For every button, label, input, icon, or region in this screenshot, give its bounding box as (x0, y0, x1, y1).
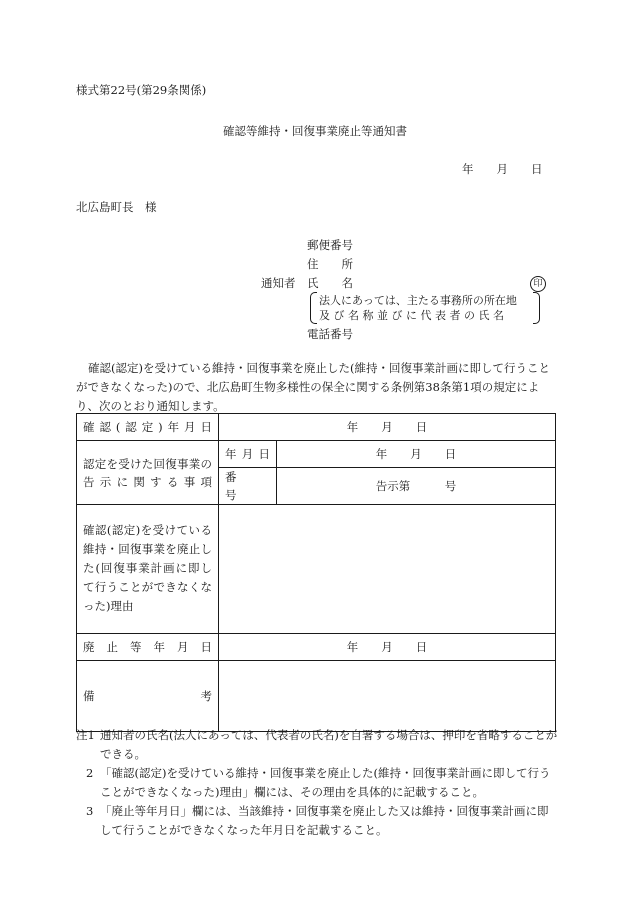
notification-table (76, 413, 556, 732)
remarks-value[interactable] (219, 661, 556, 732)
note-text: 通知者の氏名(法人にあっては、代表者の氏名)を自署する場合は、押印を省略することができる。 (100, 728, 558, 761)
note-text: 「確認(認定)を受けている維持・回復事業を廃止した(維持・回復事業計画に即して行うことができなくなった)理由」欄には、その理由を具体的に記載すること。 (100, 766, 551, 799)
notice-number-label: 番 号 (219, 468, 277, 505)
table-row (77, 441, 556, 468)
notice-date-label: 年月日 (219, 441, 277, 468)
notifier-label: 通知者 (261, 276, 296, 290)
notice-number-value[interactable]: 告示第 号 (277, 468, 556, 505)
abolish-date-label: 廃止等年月日 (77, 634, 219, 661)
note-item (76, 764, 558, 802)
intro-paragraph: 確認(認定)を受けている維持・回復事業を廃止した(維持・回復事業計画に即して行うことができなくなった)ので、北広島町生物多様性の保全に関する条例第38条第1項の規定により、次のとおり通知します。 (76, 361, 550, 413)
abolish-date-value[interactable]: 年 月 日 (219, 634, 556, 661)
remarks-label: 備考 (77, 661, 219, 732)
addressee: 北広島町長 様 (76, 200, 157, 214)
postal-code-label: 郵便番号 (307, 238, 353, 252)
confirm-date-label: 確認(認定)年月日 (77, 414, 219, 441)
name-label: 氏 名 (307, 276, 353, 290)
table-row (77, 661, 556, 732)
seal-mark: 印 (530, 276, 546, 292)
note-item (76, 726, 558, 764)
table-row (77, 505, 556, 634)
right-bracket (533, 292, 540, 324)
form-number: 様式第22号(第29条関係) (76, 83, 207, 97)
notice-matters-label: 認定を受けた回復事業の告示に関する事項 (77, 441, 219, 505)
reason-value[interactable] (219, 505, 556, 634)
note-number: 3 (86, 804, 94, 818)
note-text: 「廃止等年月日」欄には、当該維持・回復事業を廃止した又は維持・回復事業計画に即して行うことができなくなった年月日を記載すること。 (100, 804, 549, 837)
note-number: 注1 (76, 728, 95, 742)
table-row (77, 634, 556, 661)
phone-label: 電話番号 (307, 327, 353, 341)
address-label: 住 所 (307, 257, 353, 271)
corp-note-line2: 及 び 名 称 並 び に 代 表 者 の 氏 名 (319, 309, 504, 322)
notice-date-value[interactable]: 年 月 日 (277, 441, 556, 468)
left-bracket (310, 292, 317, 324)
corp-note-line1: 法人にあっては、主たる事務所の所在地 (319, 294, 517, 307)
confirm-date-value[interactable]: 年 月 日 (219, 414, 556, 441)
note-number: 2 (86, 766, 94, 780)
reason-label: 確認(認定)を受けている維持・回復事業を廃止した(回復事業計画に即して行うことができなくなった)理由 (77, 505, 219, 634)
document-title: 確認等維持・回復事業廃止等通知書 (223, 124, 407, 138)
notes (76, 726, 558, 840)
date-line: 年 月 日 (462, 162, 543, 176)
table-row (77, 414, 556, 441)
note-item (76, 802, 558, 840)
